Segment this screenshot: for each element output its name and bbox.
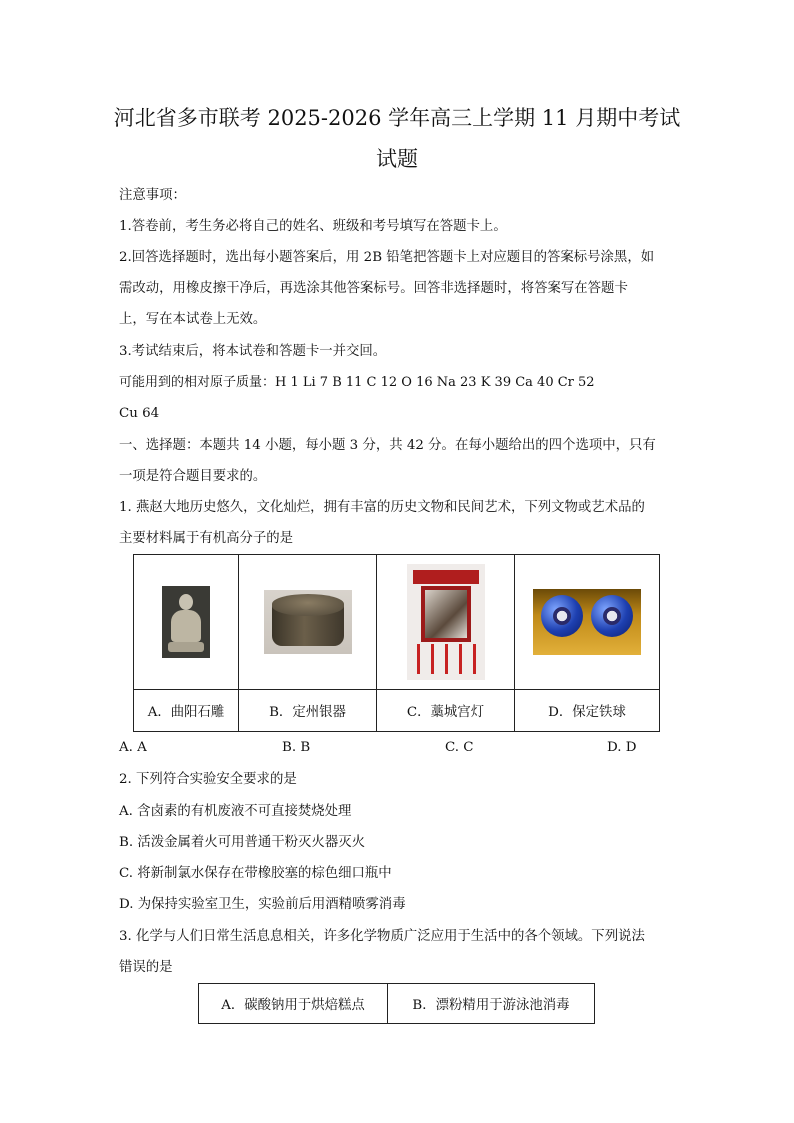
q2-option-c: C. 将新制氯水保存在带橡胶塞的棕色细口瓶中 — [119, 866, 392, 881]
q3-option-b: B．漂粉精用于游泳池消毒 — [388, 984, 595, 1024]
note-2-line3: 上，写在本试卷上无效。 — [119, 312, 267, 327]
q1-option-d: D. D — [607, 740, 637, 755]
stone-statue-image — [162, 586, 210, 658]
q3-stem-line2: 错误的是 — [119, 960, 173, 975]
q1-stem-line1: 1. 燕赵大地历史悠久，文化灿烂，拥有丰富的历史文物和民间艺术，下列文物或艺术品的 — [119, 500, 645, 515]
image-cell-c — [377, 555, 515, 690]
image-cell-d — [515, 555, 660, 690]
q1-option-a: A. A — [119, 740, 147, 755]
caption-a: A．曲阳石雕 — [134, 690, 239, 732]
note-2-line1: 2.回答选择题时，选出每小题答案后，用 2B 铅笔把答题卡上对应题目的答案标号涂黑，如 — [119, 250, 655, 265]
section1-intro-line2: 一项是符合题目要求的。 — [119, 469, 267, 484]
iron-balls-image — [533, 589, 641, 655]
q1-option-c: C. C — [445, 740, 474, 755]
silver-box-image — [264, 590, 352, 654]
exam-title-line1: 河北省多市联考 2025-2026 学年高三上学期 11 月期中考试 — [113, 106, 681, 130]
caption-b: B．定州银器 — [239, 690, 377, 732]
q2-stem: 2. 下列符合实验安全要求的是 — [119, 772, 297, 787]
caption-c: C．藁城宫灯 — [377, 690, 515, 732]
image-cell-a — [134, 555, 239, 690]
image-cell-b — [239, 555, 377, 690]
q3-stem-line1: 3. 化学与人们日常生活息息相关，许多化学物质广泛应用于生活中的各个领域。下列说法 — [119, 929, 645, 944]
caption-d: D．保定铁球 — [515, 690, 660, 732]
q1-stem-line2: 主要材料属于有机高分子的是 — [119, 531, 294, 546]
q1-option-b: B. B — [282, 740, 311, 755]
note-1: 1.答卷前，考生务必将自己的姓名、班级和考号填写在答题卡上。 — [119, 219, 507, 234]
section1-intro-line1: 一、选择题：本题共 14 小题，每小题 3 分，共 42 分。在每小题给出的四个选项中，只有 — [119, 438, 656, 453]
notes-heading: 注意事项： — [119, 188, 186, 203]
note-3: 3.考试结束后，将本试卷和答题卡一并交回。 — [119, 344, 387, 359]
note-2-line2: 需改动，用橡皮擦干净后，再选涂其他答案标号。回答非选择题时，将答案写在答题卡 — [119, 281, 628, 296]
atomic-mass-line1: 可能用到的相对原子质量：H 1 Li 7 B 11 C 12 O 16 Na 23 K 39 Ca 40 Cr 52 — [119, 375, 595, 390]
q2-option-d: D. 为保持实验室卫生，实验前后用酒精喷雾消毒 — [119, 897, 406, 912]
atomic-mass-line2: Cu 64 — [119, 406, 160, 421]
q2-option-b: B. 活泼金属着火可用普通干粉灭火器灭火 — [119, 835, 365, 850]
exam-title-line2: 试题 — [376, 147, 418, 171]
q3-options-table — [198, 983, 595, 1024]
q2-option-a: A. 含卤素的有机废液不可直接焚烧处理 — [119, 804, 352, 819]
q1-options-table — [133, 554, 660, 732]
q3-option-a: A．碳酸钠用于烘焙糕点 — [199, 984, 388, 1024]
palace-lantern-image — [407, 564, 485, 680]
